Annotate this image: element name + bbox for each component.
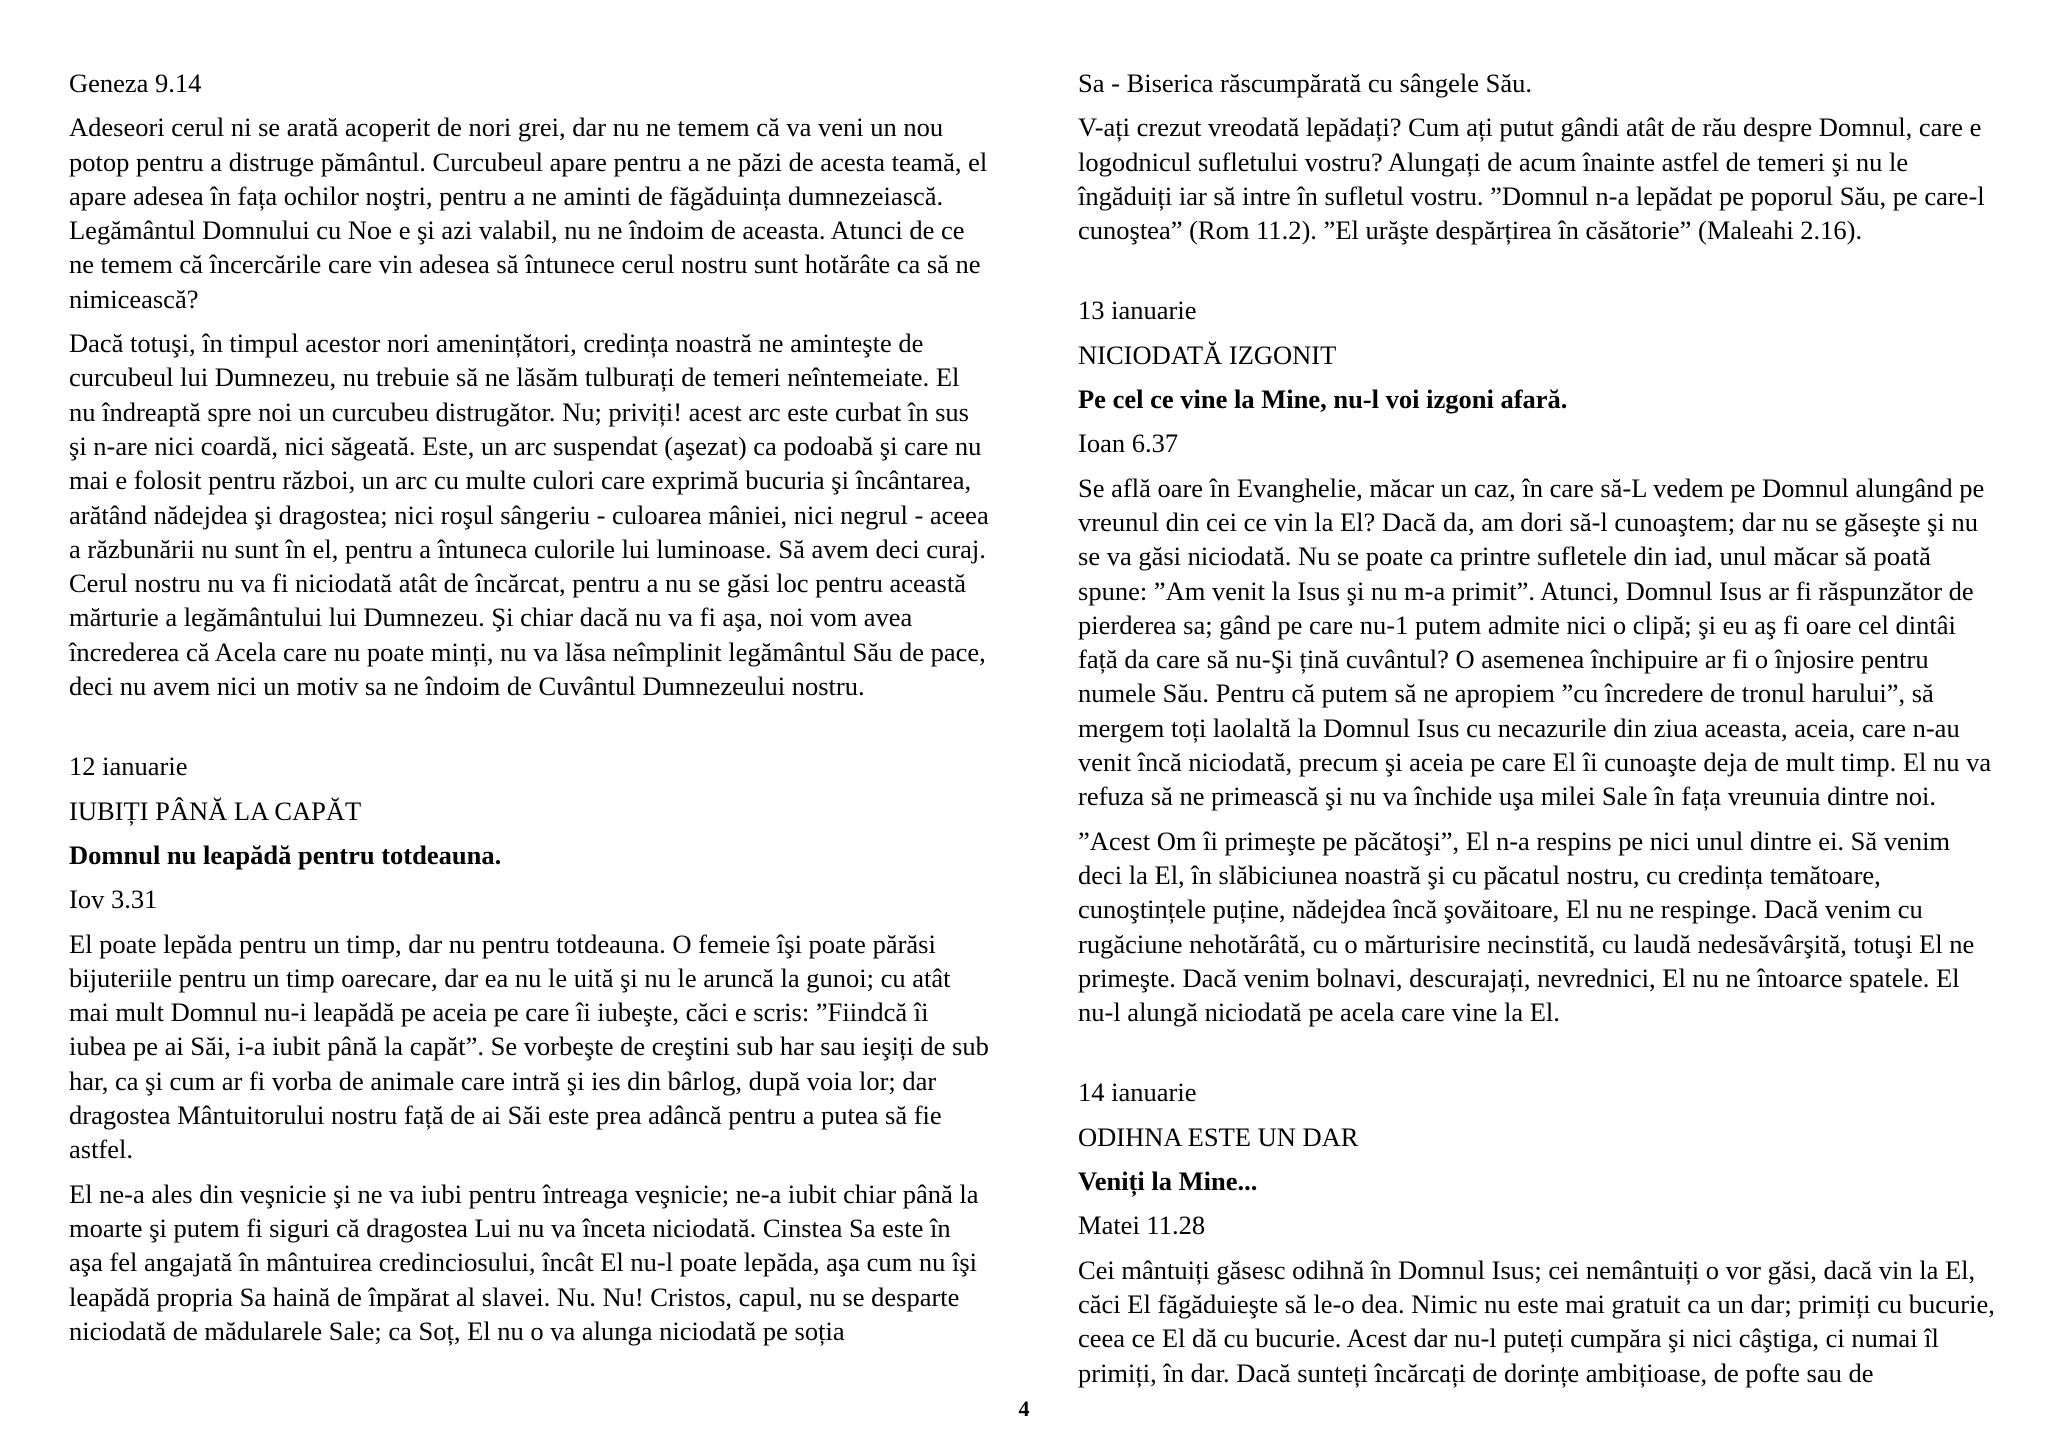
entry-separator [69, 713, 989, 749]
right-column [1078, 66, 1998, 1400]
left-column [69, 66, 989, 1358]
body-paragraph: Cei mântuiți găsesc odihnă în Domnul Isus; cei nemântuiți o vor găsi, dacă vin la El, căci El făgăduieşte să le-o dea. Nimic nu este mai gratuit ca un dar; primiți cu bucurie, ceea ce El dă cu bucurie. Acest dar nu-l puteți cumpăra şi nici câştiga, ci numai îl primiți, în dar. Dacă sunteți încărcați de dorințe ambițioase, de pofte sau de [1078, 1254, 1995, 1388]
entry-date: 14 ianuarie [1078, 1077, 1197, 1108]
body-paragraph: Adeseori cerul ni se arată acoperit de nori grei, dar nu ne temem că va veni un nou potop pentru a distruge pământul. Curcubeul apare pentru a ne păzi de acesta teamă, el apare adesea în fața ochilor noştri, pentru a ne aminti de făgăduința dumnezeiască. Legământul Domnului cu Noe e şi azi valabil, nu ne îndoim de aceasta. Atunci de ce ne temem că încercările care vin adesea să întunece cerul nostru sunt hotărâte ca să ne nimicească? [69, 112, 988, 314]
body-paragraph: Sa - Biserica răscumpărată cu sângele Său. [1078, 68, 1532, 98]
entry-title: IUBIȚI PÂNĂ LA CAPĂT [69, 795, 362, 826]
body-paragraph: El poate lepăda pentru un timp, dar nu pentru totdeauna. O femeie îşi poate părăsi bijuteriile pentru un timp oarecare, dar ea nu le uită şi nu le aruncă la gunoi; cu atât mai mult Domnul nu-i leapădă pe aceia pe care îi iubeşte, căci e scris: ”Fiindcă îi iubea pe ai Săi, i-a iubit până la capăt”. Se vorbeşte de creştini sub har sau ieşiți de sub har, ca şi cum ar fi vorba de animale care intră şi ies din bârlog, după voia lor; dar dragostea Mântuitorului nostru față de ai Săi este prea adâncă pentru a putea să fie astfel. [69, 928, 989, 1165]
intro-reference: Geneza 9.14 [69, 68, 202, 98]
body-paragraph: V-ați crezut vreodată lepădați? Cum ați putut gândi atât de rău despre Domnul, care e logodnicul sufletului vostru? Alungați de acum înainte astfel de temeri şi nu le îngăduiți iar să intre în sufletul vostru. ”Domnul n-a lepădat pe poporul Său, pe care-l cunoştea” (Rom 11.2). ”El urăşte despărțirea în căsătorie” (Maleahi 2.16). [1078, 112, 1985, 246]
devotional-entry [1078, 1075, 1998, 1389]
entry-separator [1078, 1039, 1998, 1075]
body-paragraph: Se află oare în Evanghelie, măcar un caz, în care să-L vedem pe Domnul alungând pe vreunul din cei ce vin la El? Dacă da, am dori să-l cunoaştem; dar nu se găseşte şi nu se va găsi niciodată. Nu se poate ca printre sufletele din iad, unul măcar să poată spune: ”Am venit la Isus şi nu m-a primit”. Atunci, Domnul Isus ar fi răspunzător de pierderea sa; gând pe care nu-1 putem admite nici o clipă; şi eu aş fi oare cel dintâi față da care să nu-Şi țină cuvântul? O asemenea închipuire ar fi o înjosire pentru numele Său. Pentru că putem să ne apropiem ”cu încredere de tronul harului”, să mergem toți laolaltă la Domnul Isus cu necazurile din ziua aceasta, aceia, care n-au venit încă niciodată, precum şi aceia pe care El îi cunoaşte deja de mult timp. El nu va refuza să ne primească şi nu va închide uşa milei Sale în fața vreunuia dintre noi. [1078, 472, 1992, 812]
entry-date: 13 ianuarie [1078, 295, 1197, 326]
entry-verse: Domnul nu leapădă pentru totdeauna. [69, 839, 502, 870]
devotional-entry [69, 749, 989, 1348]
entry-title: NICIODATĂ IZGONIT [1078, 339, 1337, 370]
page-number: 4 [1018, 1396, 1030, 1421]
entry-reference: Matei 11.28 [1078, 1210, 1206, 1241]
entry-separator [1078, 257, 1998, 293]
body-paragraph: El ne-a ales din veşnicie şi ne va iubi pentru întreaga veşnicie; ne-a iubit chiar până la moarte şi putem fi siguri că dragostea Lui nu va înceta niciodată. Cinstea Sa este în aşa fel angajată în mântuirea credinciosului, încât El nu-l poate lepăda, aşa cum nu îşi leapădă propria Sa haină de împărat al slavei. Nu. Nu! Cristos, capul, nu se desparte niciodată de mădularele Sale; ca Soț, El nu o va alunga niciodată pe soția [69, 1178, 979, 1346]
entry-date: 12 ianuarie [69, 751, 188, 782]
entry-verse: Pe cel ce vine la Mine, nu-l voi izgoni afară. [1078, 384, 1568, 415]
devotional-entry [1078, 293, 1998, 1029]
entry-title: ODIHNA ESTE UN DAR [1078, 1121, 1359, 1152]
entry-reference: Iov 3.31 [69, 884, 158, 915]
body-paragraph: Dacă totuşi, în timpul acestor nori amenințători, credința noastră ne aminteşte de curcubeul lui Dumnezeu, nu trebuie să ne lăsăm tulburați de temeri neîntemeiate. El nu îndreaptă spre noi un curcubeu distrugător. Nu; priviți! acest arc este curbat în sus şi n-are nici coardă, nici săgeată. Este, un arc suspendat (aşezat) ca podoabă şi care nu mai e folosit pentru război, un arc cu multe culori care exprimă bucuria şi încântarea, arătând nădejdea şi dragostea; nici roşul sângeriu - culoarea mâniei, nici negrul - aceea a răzbunării nu sunt în el, pentru a întuneca culorile lui luminoase. Să avem deci curaj. Cerul nostru nu va fi niciodată atât de încărcat, pentru a nu se găsi loc pentru această mărturie a legământului lui Dumnezeu. Şi chiar dacă nu va fi aşa, noi vom avea încrederea că Acela care nu poate minți, nu va lăsa neîmplinit legământul Său de pace, deci nu avem nici un motiv sa ne îndoim de Cuvântul Dumnezeului nostru. [69, 328, 989, 702]
entry-reference: Ioan 6.37 [1078, 428, 1179, 459]
entry-verse: Veniți la Mine... [1078, 1166, 1258, 1197]
body-paragraph: ”Acest Om îi primeşte pe păcătoşi”, El n-a respins pe nici unul dintre ei. Să venim deci la El, în slăbiciunea noastră şi cu păcatul nostru, cu credința temătoare, cunoştințele puține, nădejdea încă şovăitoare, El nu ne respinge. Dacă venim cu rugăciune nehotărâtă, cu o mărturisire necinstită, cu laudă nedesăvârşită, totuşi El ne primeşte. Dacă venim bolnavi, descurajați, nevrednici, El nu ne întoarce spatele. El nu-l alungă niciodată pe acela care vine la El. [1078, 825, 1975, 1028]
